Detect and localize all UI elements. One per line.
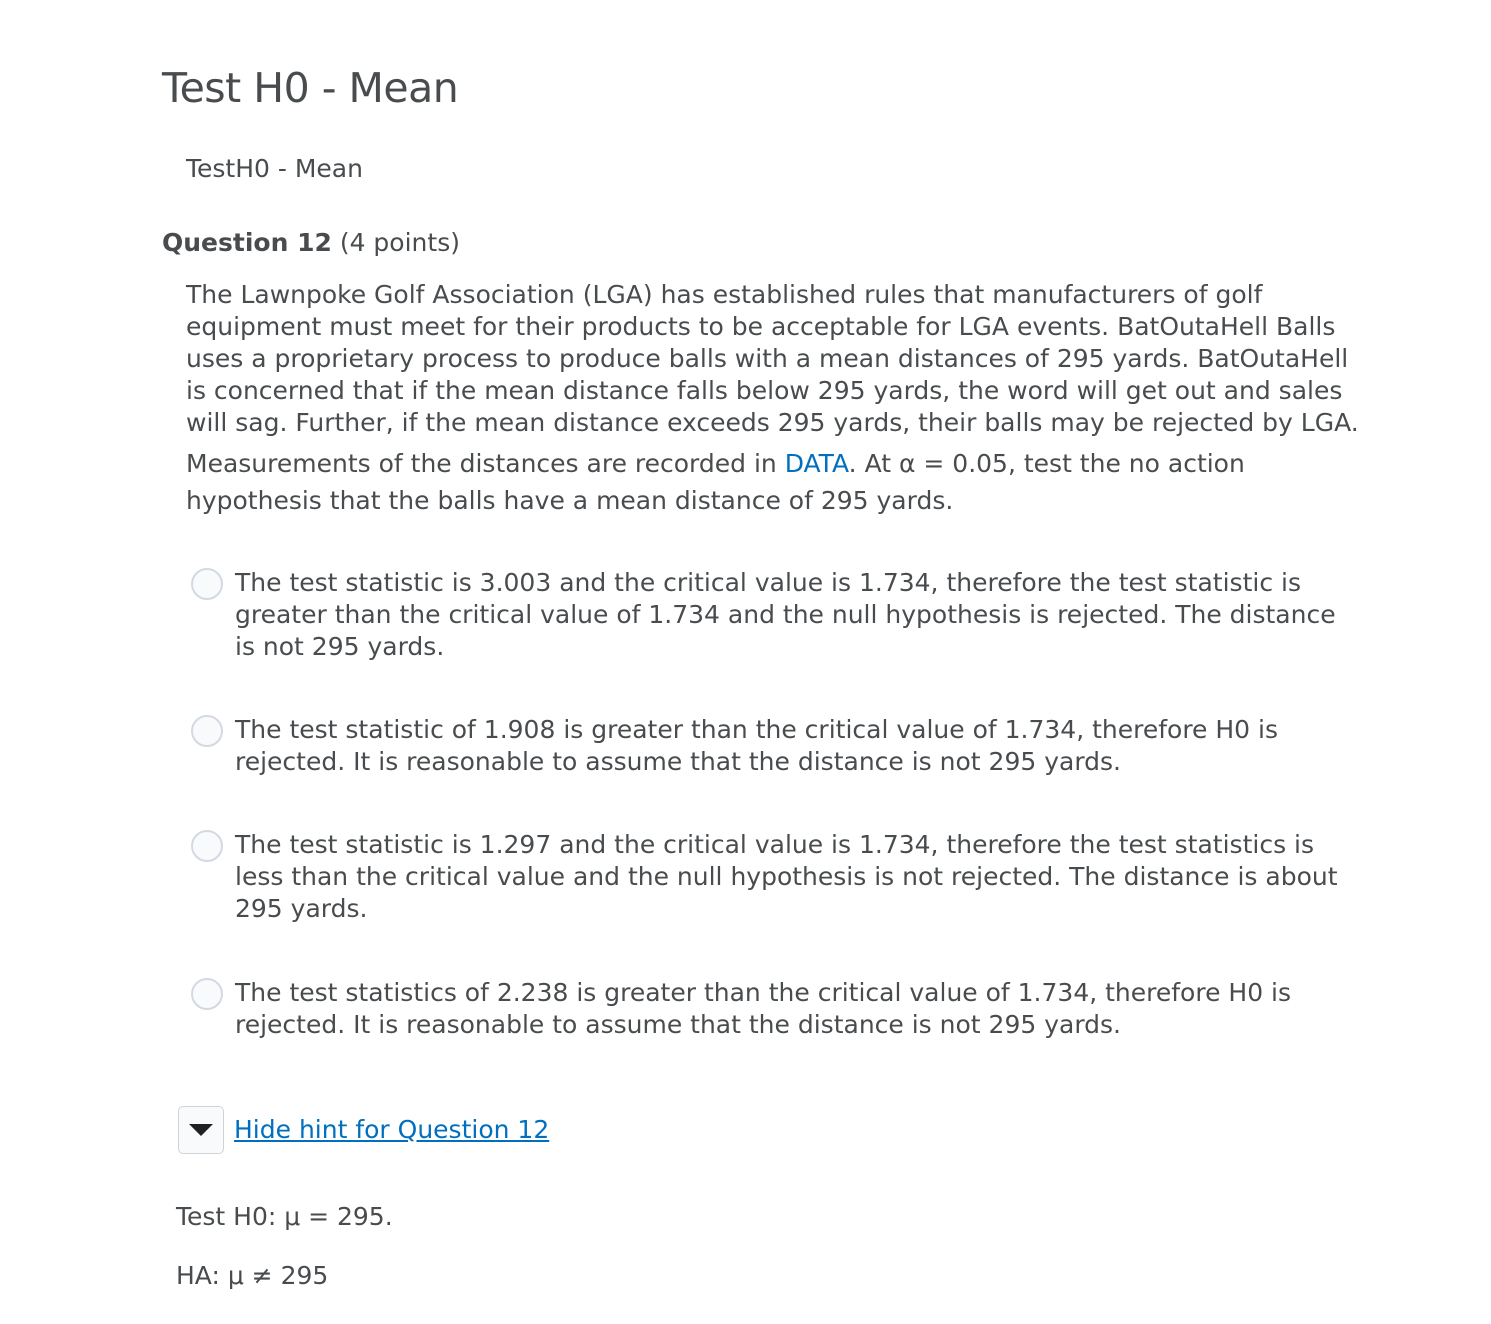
question-label: Question 12 — [162, 228, 332, 257]
answer-option-label-3: The test statistic is 1.297 and the critical value is 1.734, therefore the test statistics is less than the critical value and the null hypothesis is not rejected. The distance is about 295 yards. — [235, 830, 1338, 923]
data-link[interactable]: DATA — [784, 449, 849, 478]
question-paragraph-1: The Lawnpoke Golf Association (LGA) has established rules that manufacturers of golf equipment must meet for their products to be acceptable for LGA events. BatOutaHell Balls uses a proprietary process to produce balls with a mean distances of 295 yards. BatOutaHell is concerned that if the mean distance falls below 295 yards, the word will get out and sales will sag. Further, if the mean distance exceeds 295 yards, their balls may be rejected by LGA. — [186, 280, 1359, 437]
question-text — [186, 279, 1366, 519]
question-paragraph-2-end: . At α = 0.05, test the no action hypothesis that the balls have a mean distance of 295 yards. — [186, 449, 1245, 515]
caret-down-icon — [189, 1124, 213, 1136]
question-paragraph-2 — [186, 445, 1366, 519]
hide-hint-link[interactable]: Hide hint for Question 12 — [234, 1115, 550, 1144]
answer-option-4[interactable] — [191, 977, 1361, 1041]
radio-button-4[interactable] — [191, 978, 223, 1010]
page-title: Test H0 - Mean — [162, 64, 459, 112]
question-points: (4 points) — [339, 228, 460, 257]
hint-alternative-hypothesis: HA: μ ≠ 295 — [176, 1261, 329, 1290]
answer-option-1[interactable] — [191, 567, 1361, 663]
radio-button-2[interactable] — [191, 715, 223, 747]
hint-toggle[interactable] — [178, 1106, 549, 1154]
hint-toggle-button[interactable] — [178, 1106, 224, 1154]
answer-option-2[interactable] — [191, 714, 1361, 778]
answer-option-label-2: The test statistic of 1.908 is greater than the critical value of 1.734, therefore H0 is rejected. It is reasonable to assume that the distance is not 295 yards. — [235, 715, 1279, 776]
question-paragraph-2-start: Measurements of the distances are recorded in — [186, 449, 785, 478]
answer-option-3[interactable] — [191, 829, 1361, 925]
question-header — [162, 226, 460, 260]
answer-option-label-4: The test statistics of 2.238 is greater than the critical value of 1.734, therefore H0 is rejected. It is reasonable to assume that the distance is not 295 yards. — [235, 978, 1292, 1039]
radio-button-1[interactable] — [191, 568, 223, 600]
section-title: TestH0 - Mean — [186, 154, 363, 183]
answer-option-label-1: The test statistic is 3.003 and the critical value is 1.734, therefore the test statistic is greater than the critical value of 1.734 and the null hypothesis is rejected. The distance is not 295 yards. — [235, 568, 1336, 661]
hint-null-hypothesis: Test H0: μ = 295. — [176, 1202, 393, 1231]
radio-button-3[interactable] — [191, 830, 223, 862]
